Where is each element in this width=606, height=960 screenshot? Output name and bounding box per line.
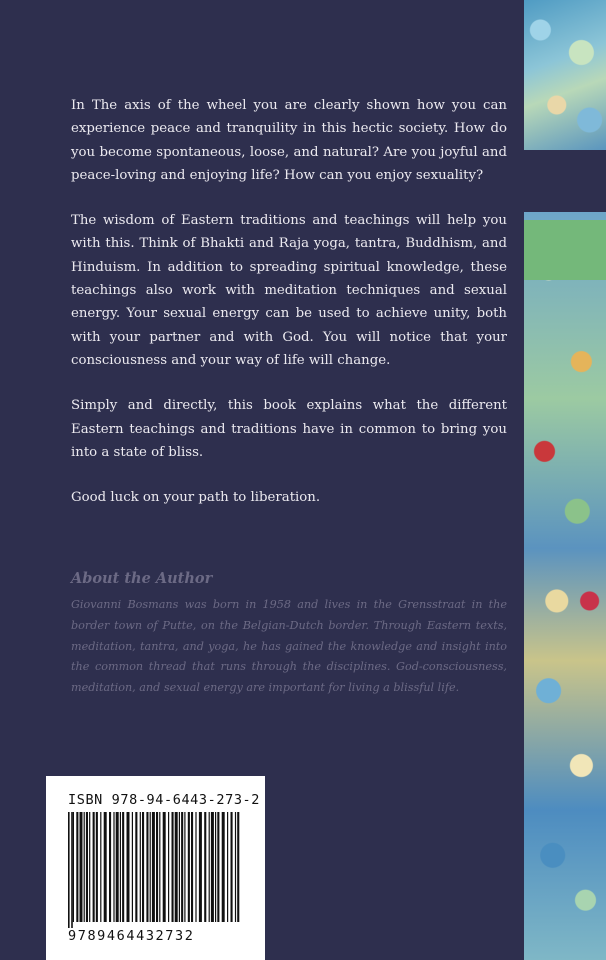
painting-top [524,0,606,150]
blurb [71,94,507,531]
barcode-bar [179,812,180,922]
barcode-bar [237,812,239,922]
barcode-bar [80,812,83,922]
barcode-bar [159,812,160,922]
barcode-bar [132,812,133,922]
isbn-barcode [46,776,265,960]
barcode-bar [89,812,90,922]
barcode-bar [152,812,155,922]
isbn-label: ISBN 978-94-6443-273-2 [68,792,261,808]
barcode-bar [235,812,236,922]
cover-painting-strip [524,0,606,960]
barcode-digits: 9789464432732 [68,928,195,944]
barcode-bar [142,812,144,922]
barcode-bar [188,812,190,922]
painting-bottom [524,212,606,960]
about-author-heading: About the Author [71,570,213,587]
barcode-bar [172,812,174,922]
barcode-bar [181,812,183,922]
barcode-bar [168,812,169,922]
barcode-bar [231,812,233,922]
barcode-bar [209,812,210,922]
barcode-bar [184,812,185,922]
barcode-bar [204,812,206,922]
blurb-paragraph-1: In The axis of the wheel you are clearly shown how you can experience peace and tranquility in this hectic society. How do you become spontaneous, loose, and natural? Are you joyful and peace-loving and enjoying life? How can you enjoy sexuality? [71,98,507,183]
blurb-paragraph-4: Good luck on your path to liberation. [71,490,321,506]
barcode-bar [163,812,166,922]
barcode-guard-bar [68,812,70,928]
barcode-bar [217,812,219,922]
barcode-bar [122,812,124,922]
barcode-bar [86,812,88,922]
barcode-bar [84,812,85,922]
barcode-bar [100,812,101,922]
barcode-bar [146,812,148,922]
barcode-bar [127,812,130,922]
barcode-bar [93,812,95,922]
barcode-bar [156,812,158,922]
barcode-bars [68,812,246,928]
barcode-bar [135,812,137,922]
barcode-bar [191,812,193,922]
barcode-bar [113,812,114,922]
barcode-bar [96,812,98,922]
about-author-text: Giovanni Bosmans was born in 1958 and lives in the Grensstraat in the border town of Putte, on the Belgian-Dutch border. Through Eastern texts, meditation, tantra, and yoga, he has gained the knowledge and insight into the common thread that runs through the disciplines. God-consciousness, meditation, and sexual energy are important for living a blissful life. [71,598,507,695]
barcode-bar [104,812,107,922]
barcode-bar [199,812,202,922]
barcode-bar [195,812,196,922]
barcode-bar [175,812,178,922]
barcode-bar [76,812,78,922]
blurb-paragraph-2: The wisdom of Eastern traditions and teachings will help you with this. Think of Bhakti and Raja yoga, tantra, Buddhism, and Hinduism. In addition to spreading spiritual knowledge, these teachings also work with meditation techniques and sexual energy. Your sexual energy can be used to achieve unity, both with your partner and with God. You will notice that your consciousness and your way of life will change. [71,213,507,368]
barcode-bar [150,812,151,922]
barcode-bar [116,812,119,922]
barcode-bar [73,812,74,922]
blurb-paragraph-3: Simply and directly, this book explains what the different Eastern teachings and traditions have in common to bring you into a state of bliss. [71,398,507,460]
barcode-bar [222,812,225,922]
painting-green-band [524,220,606,280]
barcode-guard-bar [71,812,73,928]
barcode-bar [211,812,214,922]
barcode-bar [227,812,228,922]
barcode-bar [109,812,111,922]
barcode-bar [140,812,141,922]
barcode-bar [120,812,121,922]
barcode-bar [215,812,216,922]
